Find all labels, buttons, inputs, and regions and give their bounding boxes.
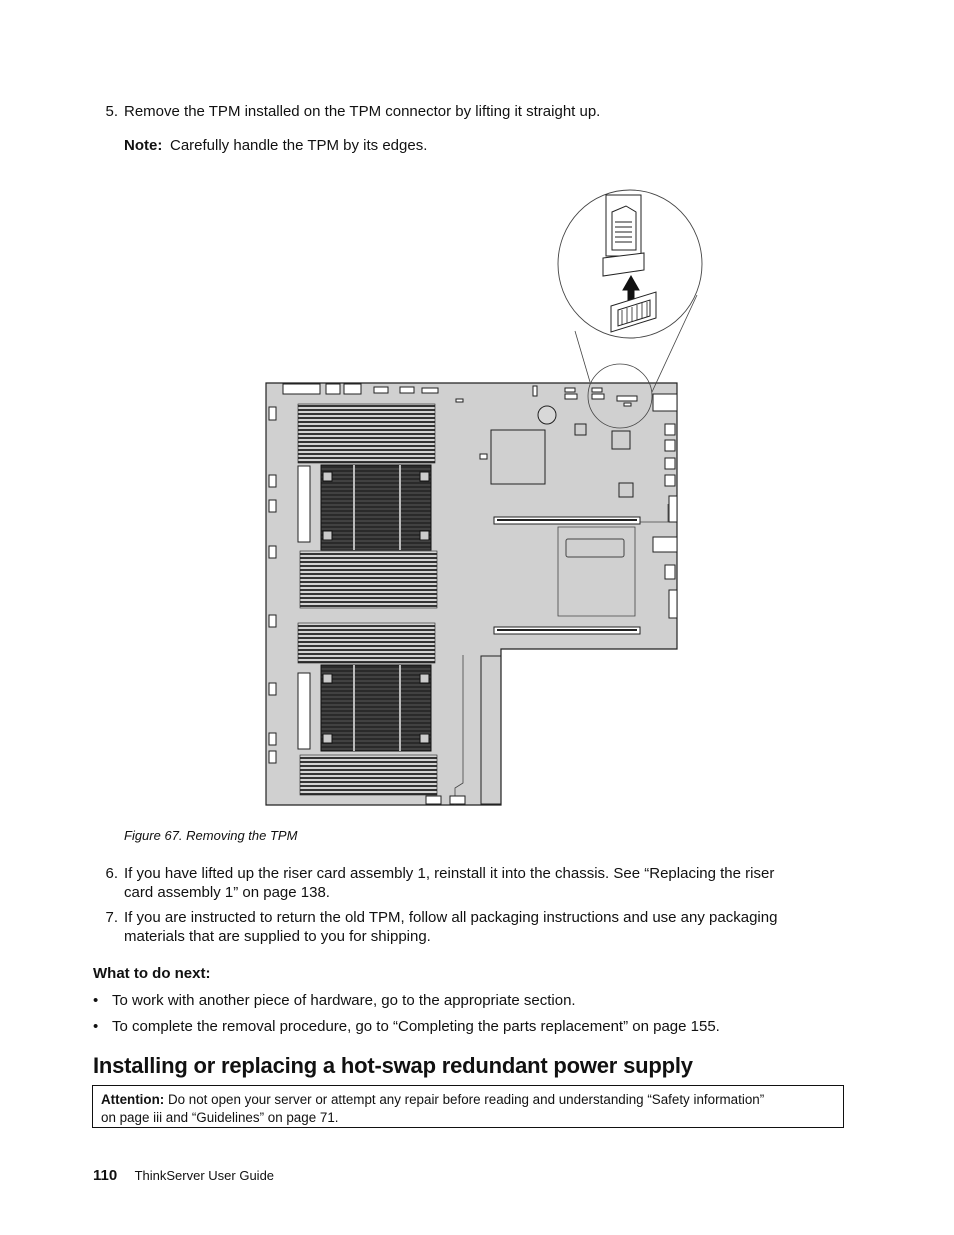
attention-text: on page iii and “Guidelines” on page 71.: [101, 1110, 339, 1125]
step-text: If you have lifted up the riser card assembly 1, reinstall it into the chassis. See “Replacing the riser: [124, 865, 775, 882]
bullet-item: To work with another piece of hardware, go to the appropriate section.: [112, 992, 576, 1009]
section-title: Installing or replacing a hot-swap redundant power supply: [93, 1053, 693, 1078]
bullet-icon: •: [93, 1018, 99, 1035]
bullet-item: To complete the removal procedure, go to “Completing the parts replacement” on page 155.: [112, 1018, 720, 1035]
step-text: card assembly 1” on page 138.: [124, 884, 330, 901]
step-number: 7.: [105, 909, 118, 926]
note-text: Carefully handle the TPM by its edges.: [170, 137, 428, 154]
figure-caption: Figure 67. Removing the TPM: [124, 828, 298, 843]
step-number: 6.: [105, 865, 118, 882]
note-label: Note:: [124, 137, 163, 154]
step-text: Remove the TPM installed on the TPM connector by lifting it straight up.: [124, 103, 601, 120]
bullet-icon: •: [93, 992, 99, 1009]
what-next-heading: What to do next:: [93, 965, 211, 982]
page-footer: [93, 1167, 274, 1184]
document-title: ThinkServer User Guide: [134, 1168, 275, 1183]
attention-label: Attention:: [101, 1092, 165, 1107]
step-text: materials that are supplied to you for shipping.: [124, 928, 431, 945]
attention-text: Do not open your server or attempt any repair before reading and understanding “Safety information”: [167, 1092, 765, 1107]
step-text: If you are instructed to return the old TPM, follow all packaging instructions and use any packaging: [124, 909, 778, 926]
step-number: 5.: [105, 103, 118, 120]
page-number: 110: [93, 1167, 118, 1184]
attention-box: [92, 1085, 844, 1128]
